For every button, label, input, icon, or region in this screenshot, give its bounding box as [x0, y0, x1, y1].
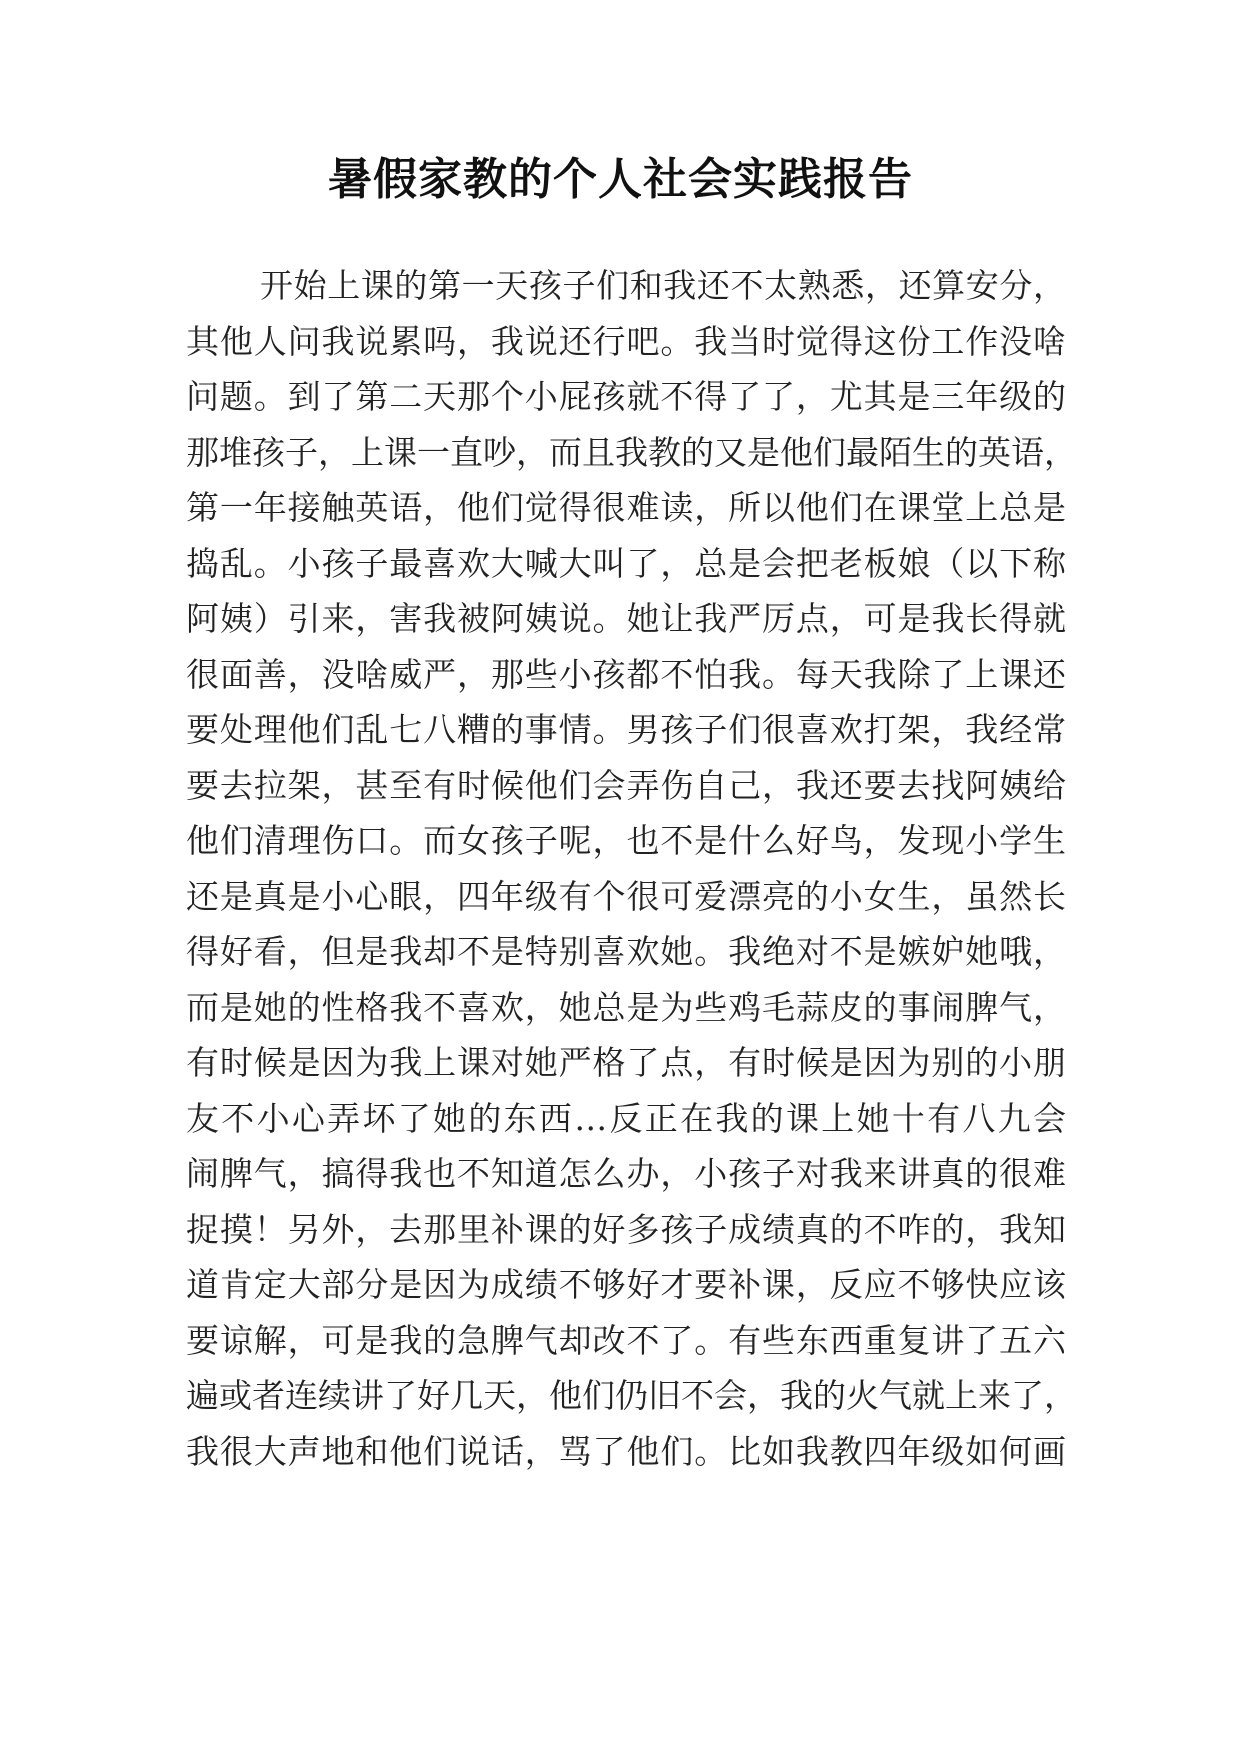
paragraph-line: 闹脾气，搞得我也不知道怎么办，小孩子对我来讲真的很难 — [186, 1154, 1066, 1193]
paragraph-line: 开始上课的第一天孩子们和我还不太熟悉，还算安分， — [260, 266, 1066, 305]
paragraph-line: 第一年接触英语，他们觉得很难读，所以他们在课堂上总是 — [186, 488, 1066, 527]
paragraph-line: 道肯定大部分是因为成绩不够好才要补课，反应不够快应该 — [186, 1265, 1066, 1304]
paragraph-line: 要去拉架，甚至有时候他们会弄伤自己，我还要去找阿姨给 — [186, 765, 1066, 805]
paragraph-line: 要处理他们乱七八糟的事情。男孩子们很喜欢打架，我经常 — [186, 710, 1066, 749]
paragraph-line: 还是真是小心眼，四年级有个很可爱漂亮的小女生，虽然长 — [186, 876, 1066, 916]
document-title: 暑假家教的个人社会实践报告 — [328, 154, 913, 205]
paragraph-line: 有时候是因为我上课对她严格了点，有时候是因为别的小朋 — [186, 1043, 1066, 1082]
paragraph-line: 那堆孩子，上课一直吵，而且我教的又是他们最陌生的英语， — [186, 432, 1077, 472]
paragraph-line: 问题。到了第二天那个小屁孩就不得了了，尤其是三年级的 — [186, 377, 1066, 416]
paragraph-line: 得好看，但是我却不是特别喜欢她。我绝对不是嫉妒她哦， — [186, 932, 1066, 971]
document-body — [186, 258, 1077, 1479]
paragraph-line: 遍或者连续讲了好几天，他们仍旧不会，我的火气就上来了， — [186, 1376, 1077, 1415]
paragraph-line: 我很大声地和他们说话，骂了他们。比如我教四年级如何画 — [186, 1431, 1066, 1471]
paragraph-line: 而是她的性格我不喜欢，她总是为些鸡毛蒜皮的事闹脾气， — [186, 987, 1066, 1027]
paragraph-line: 捉摸！另外，去那里补课的好多孩子成绩真的不咋的，我知 — [186, 1209, 1066, 1249]
paragraph-line: 捣乱。小孩子最喜欢大喊大叫了，总是会把老板娘（以下称 — [186, 543, 1066, 583]
paragraph-line: 很面善，没啥威严，那些小孩都不怕我。每天我除了上课还 — [186, 654, 1066, 694]
paragraph-line: 他们清理伤口。而女孩子呢，也不是什么好鸟，发现小学生 — [186, 821, 1066, 860]
paragraph-line: 友不小心弄坏了她的东西…反正在我的课上她十有八九会 — [186, 1098, 1066, 1138]
paragraph-line: 要谅解，可是我的急脾气却改不了。有些东西重复讲了五六 — [186, 1320, 1066, 1360]
paragraph-line: 其他人问我说累吗，我说还行吧。我当时觉得这份工作没啥 — [186, 321, 1066, 361]
paragraph-line: 阿姨）引来，害我被阿姨说。她让我严厉点，可是我长得就 — [186, 599, 1066, 638]
